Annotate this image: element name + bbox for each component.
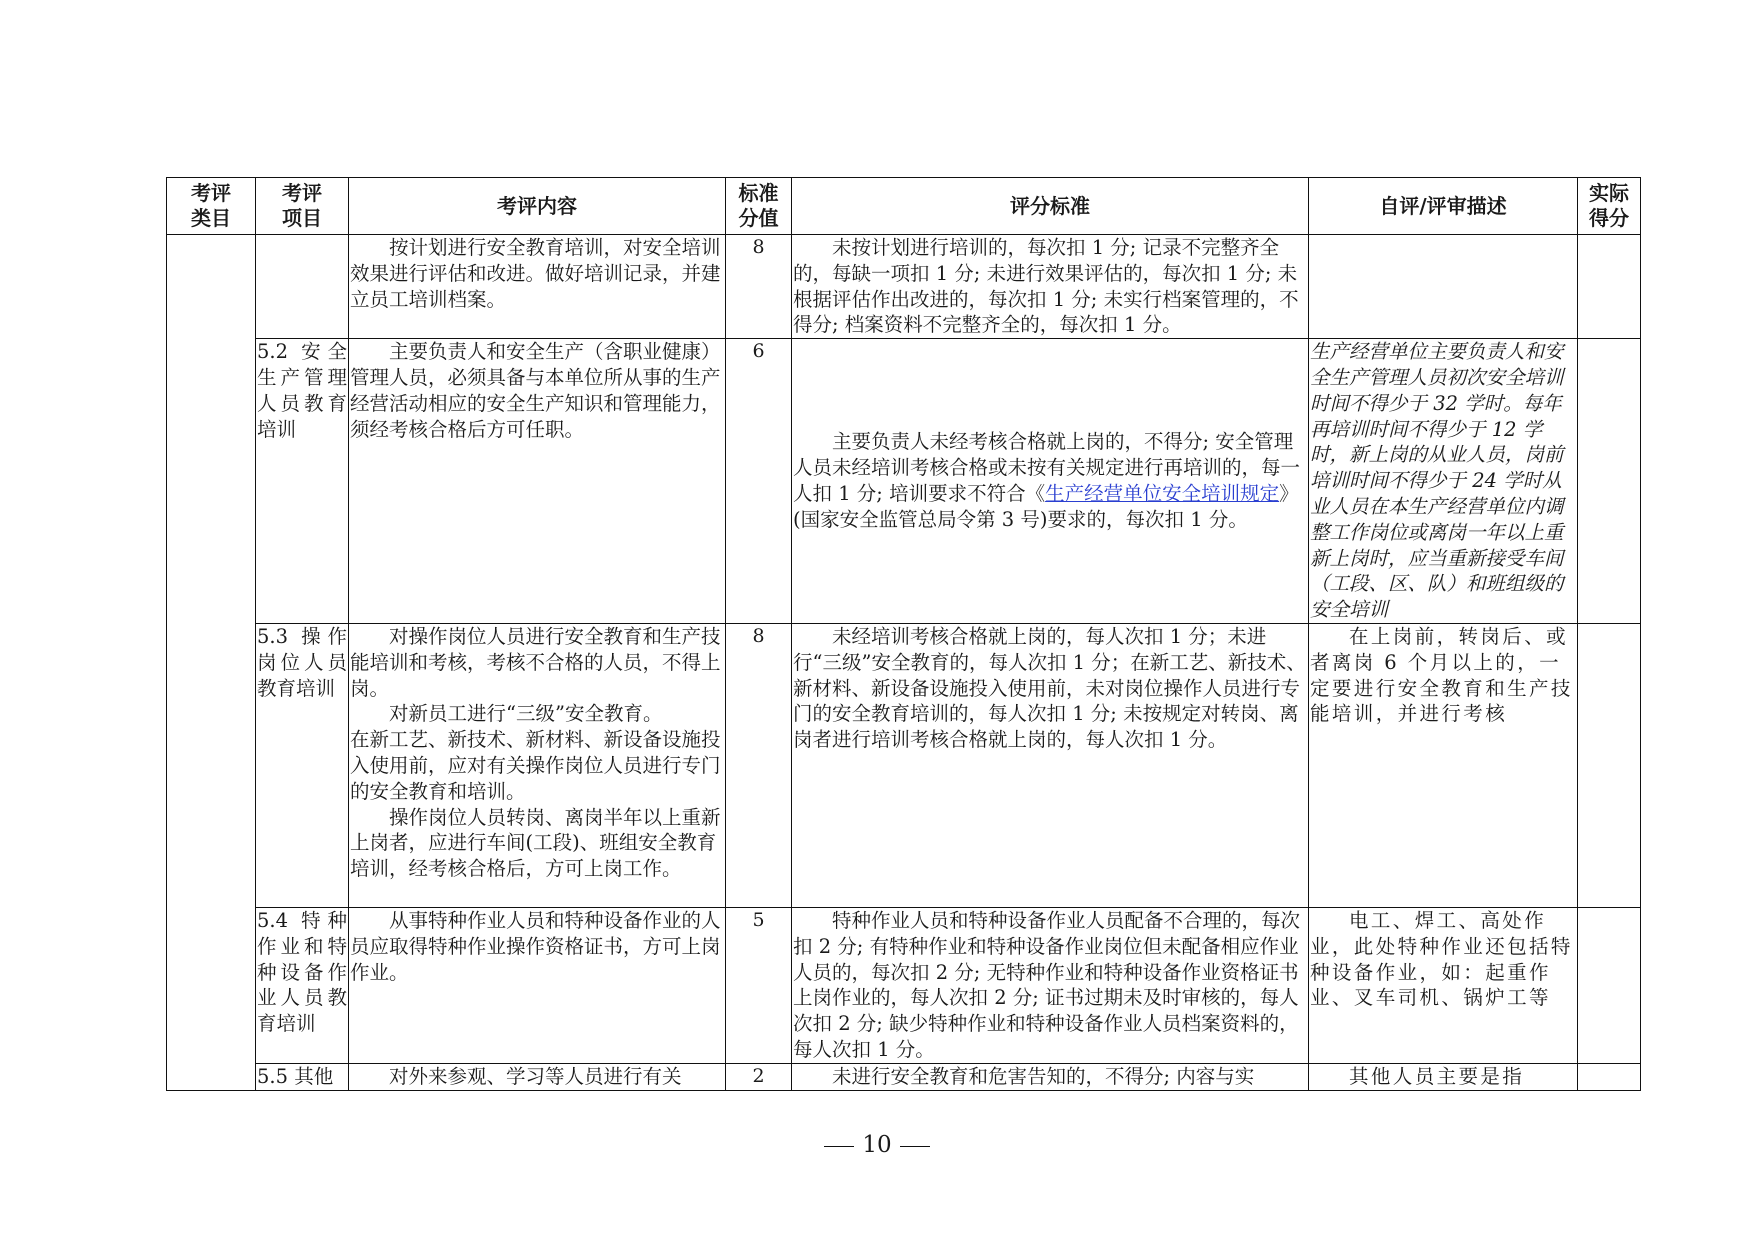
table-row	[167, 339, 1641, 624]
actual-score-cell	[1578, 339, 1641, 624]
content-cell: 按计划进行安全教育培训，对安全培训效果进行评估和改进。做好培训记录，并建立员工培训档案。	[349, 235, 726, 339]
self-eval-cell: 在上岗前，转岗后、或者离岗 6 个月以上的，一定要进行安全教育和生产技能培训，并进行考核	[1309, 623, 1578, 907]
table-row	[167, 623, 1641, 907]
actual-score-cell	[1578, 907, 1641, 1063]
item-cell: 5.2 安全生产管理人员教育培训	[256, 339, 349, 624]
score-cell: 6	[726, 339, 792, 624]
score-cell: 8	[726, 623, 792, 907]
header-criteria: 评分标准	[792, 178, 1309, 235]
item-cell: 5.3 操作岗位人员教育培训	[256, 623, 349, 907]
footer-dash-right	[900, 1146, 930, 1147]
score-cell: 2	[726, 1063, 792, 1090]
table-row	[167, 1063, 1641, 1090]
score-cell: 8	[726, 235, 792, 339]
footer-dash-left	[824, 1146, 854, 1147]
page-footer	[0, 1132, 1754, 1158]
table-row	[167, 907, 1641, 1063]
header-category: 考评 类目	[167, 178, 256, 235]
header-self-eval: 自评/评审描述	[1309, 178, 1578, 235]
category-cell	[167, 235, 256, 1091]
item-cell: 5.4 特种作业和特种设备作业人员教育培训	[256, 907, 349, 1063]
evaluation-table	[166, 177, 1641, 1091]
header-content: 考评内容	[349, 178, 726, 235]
content-cell: 主要负责人和安全生产（含职业健康）管理人员，必须具备与本单位所从事的生产经营活动相应的安全生产知识和管理能力，须经考核合格后方可任职。	[349, 339, 726, 624]
criteria-cell: 主要负责人未经考核合格就上岗的，不得分; 安全管理人员未经培训考核合格或未按有关规定进行再培训的，每一人扣 1 分; 培训要求不符合《生产经营单位安全培训规定》(国家安全监管总局令第 3 号)要求的，每次扣 1 分。	[792, 339, 1309, 624]
criteria-cell: 未经培训考核合格就上岗的，每人次扣 1 分；未进行“三级”安全教育的，每人次扣 1 分；在新工艺、新技术、新材料、新设备设施投入使用前，未对岗位操作人员进行专门的安全教育培训的，每人次扣 1 分; 未按规定对转岗、离岗者进行培训考核合格就上岗的，每人次扣 1 分。	[792, 623, 1309, 907]
content-cell: 从事特种作业人员和特种设备作业的人员应取得特种作业操作资格证书，方可上岗作业。	[349, 907, 726, 1063]
self-eval-cell: 生产经营单位主要负责人和安全生产管理人员初次安全培训时间不得少于 32 学时。每年再培训时间不得少于 12 学时，新上岗的从业人员，岗前培训时间不得少于 24 学时从业人员在本生产经营单位内调整工作岗位或离岗一年以上重新上岗时，应当重新接受车间（工段、区、队）和班组级的安全培训	[1309, 339, 1578, 624]
criteria-cell: 未按计划进行培训的，每次扣 1 分; 记录不完整齐全的，每缺一项扣 1 分; 未进行效果评估的，每次扣 1 分; 未根据评估作出改进的，每次扣 1 分; 未实行档案管理的，不得分; 档案资料不完整齐全的，每次扣 1 分。	[792, 235, 1309, 339]
criteria-cell: 未进行安全教育和危害告知的，不得分; 内容与实	[792, 1063, 1309, 1090]
content-cell: 对操作岗位人员进行安全教育和生产技能培训和考核，考核不合格的人员，不得上岗。 对新员工进行“三级”安全教育。 在新工艺、新技术、新材料、新设备设施投入使用前，应对有关操作岗位人员进行专门的安全教育和培训。 操作岗位人员转岗、离岗半年以上重新上岗者，应进行车间(工段)、班组安全教育培训，经考核合格后，方可上岗工作。	[349, 623, 726, 907]
self-eval-cell	[1309, 235, 1578, 339]
actual-score-cell	[1578, 235, 1641, 339]
item-cell: 5.5 其他	[256, 1063, 349, 1090]
content-cell: 对外来参观、学习等人员进行有关	[349, 1063, 726, 1090]
self-eval-cell: 其他人员主要是指	[1309, 1063, 1578, 1090]
self-eval-cell: 电工、焊工、高处作业，此处特种作业还包括特种设备作业，如：起重作业、叉车司机、锅炉工等	[1309, 907, 1578, 1063]
header-actual-score: 实际 得分	[1578, 178, 1641, 235]
actual-score-cell	[1578, 623, 1641, 907]
header-item: 考评 项目	[256, 178, 349, 235]
header-row	[167, 178, 1641, 235]
header-score: 标准 分值	[726, 178, 792, 235]
score-cell: 5	[726, 907, 792, 1063]
page-number: 10	[862, 1132, 892, 1158]
actual-score-cell	[1578, 1063, 1641, 1090]
item-cell	[256, 235, 349, 339]
criteria-cell: 特种作业人员和特种设备作业人员配备不合理的，每次扣 2 分; 有特种作业和特种设备作业岗位但未配备相应作业人员的，每次扣 2 分; 无特种作业和特种设备作业资格证书上岗作业的，每人次扣 2 分; 证书过期未及时审核的，每人次扣 2 分; 缺少特种作业和特种设备作业人员档案资料的，每人次扣 1 分。	[792, 907, 1309, 1063]
table-row	[167, 235, 1641, 339]
regulation-link[interactable]: 生产经营单位安全培训规定	[1045, 482, 1280, 506]
